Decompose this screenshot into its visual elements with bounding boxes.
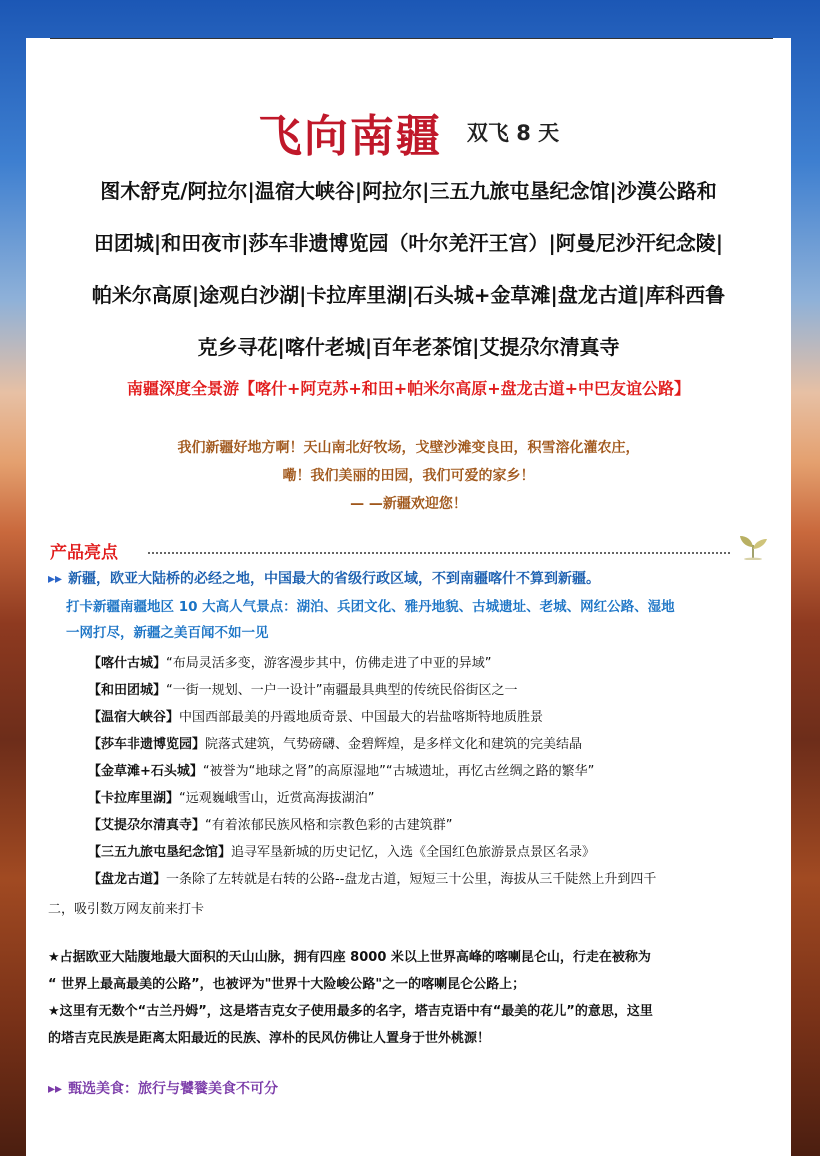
checkin-line: 打卡新疆南疆地区 10 大高人气景点：湖泊、兵团文化、雅丹地貌、古城遗址、老城、网红公路、湿地 — [66, 599, 675, 615]
food-text: 甄选美食：旅行与饕餮美食不可分 — [68, 1081, 279, 1097]
spot-name: 【莎车非遗博览园】 — [88, 737, 206, 752]
highlight-bullet — [48, 568, 600, 588]
dotted-divider — [148, 552, 730, 554]
welcome-poem — [26, 434, 791, 518]
checkin-line: 一网打尽，新疆之美百闻不如一见 — [66, 625, 269, 641]
spot-name: 【金草滩+石头城】 — [88, 764, 203, 779]
spot-desc: 院落式建筑，气势磅礴、金碧辉煌，是多样文化和建筑的完美结晶 — [205, 737, 583, 752]
list-item — [88, 704, 788, 731]
spot-desc: 中国西部最美的丹霞地质奇景、中国最大的岩盐喀斯特地质胜景 — [179, 710, 544, 725]
spot-name: 【温宿大峡谷】 — [88, 710, 180, 725]
title-row — [26, 100, 791, 164]
section-title: 产品亮点 — [50, 543, 118, 563]
header-rule — [50, 38, 773, 39]
poem-line: 我们新疆好地方啊！天山南北好牧场，戈壁沙滩变良田，积雪溶化灌农庄， — [177, 440, 640, 456]
route-line: 帕米尔高原|途观白沙湖|卡拉库里湖|石头城+金草滩|盘龙古道|库科西鲁 — [91, 283, 726, 307]
spot-name: 【艾提尕尔清真寺】 — [88, 818, 206, 833]
list-item — [88, 677, 788, 704]
spot-name: 【卡拉库里湖】 — [88, 791, 180, 806]
spot-desc: “有着浓郁民族风格和宗教色彩的古建筑群” — [205, 818, 453, 833]
spot-name: 【盘龙古道】 — [88, 872, 167, 887]
spot-desc: “一街一规划、一户一设计”南疆最具典型的传统民俗街区之一 — [166, 683, 518, 698]
double-arrow-icon: ▸▸ — [48, 1081, 63, 1097]
list-item — [88, 758, 788, 785]
document-page — [26, 38, 791, 1156]
route-line: 图木舒克/阿拉尔|温宿大峡谷|阿拉尔|三五九旅屯垦纪念馆|沙漠公路和 — [100, 179, 717, 203]
spot-name: 【喀什古城】 — [88, 656, 167, 671]
spot-desc: “被誉为“地球之肾”的高原湿地”“古城遗址，再忆古丝绸之路的繁华” — [202, 764, 595, 779]
page-title: 飞向南疆 — [257, 111, 442, 162]
list-item — [88, 812, 788, 839]
bullet-text: 新疆，欧亚大陆桥的必经之地，中国最大的省级行政区域，不到南疆喀什不算到新疆。 — [68, 571, 601, 587]
list-item — [88, 731, 788, 758]
tour-tagline: 南疆深度全景游【喀什+阿克苏+和田+帕米尔高原+盘龙古道+中巴友谊公路】 — [126, 379, 691, 398]
route-line: 田团城|和田夜市|莎车非遗博览园（叶尔羌汗王宫）|阿曼尼沙汗纪念陵| — [93, 231, 724, 255]
note-line: 的塔吉克民族是距离太阳最近的民族、淳朴的民风仿佛让人置身于世外桃源！ — [48, 1031, 491, 1046]
spot-desc-continued: 二，吸引数万网友前来打卡 — [48, 902, 205, 917]
highlights-header — [50, 538, 770, 564]
list-item — [88, 785, 788, 812]
note-line: ★这里有无数个“古兰丹姆”，这是塔吉克女子使用最多的名字，塔吉克语中有“最美的花儿”的意思，这里 — [48, 1004, 653, 1019]
list-item — [88, 866, 788, 893]
checkin-summary — [66, 594, 766, 646]
note-line: “ 世界上最高最美的公路”，也被评为"世界十大险峻公路"之一的喀喇昆仑公路上； — [48, 977, 526, 992]
list-item — [88, 839, 788, 866]
food-heading — [48, 1078, 278, 1098]
spot-desc: “远观巍峨雪山，近赏高海拔湖泊” — [179, 791, 375, 806]
poem-line: 嘞！我们美丽的田园，我们可爱的家乡！ — [282, 468, 535, 484]
spot-desc: 追寻军垦新城的历史记忆，入选《全国红色旅游景点景区名录》 — [231, 845, 596, 860]
note-line: ★占据欧亚大陆腹地最大面积的天山山脉，拥有四座 8000 米以上世界高峰的喀喇昆仑山，行走在被称为 — [48, 950, 651, 965]
route-list — [26, 174, 791, 382]
feature-notes — [48, 944, 776, 1052]
route-line: 克乡寻花|喀什老城|百年老茶馆|艾提尕尔清真寺 — [197, 335, 620, 359]
spot-list — [88, 650, 788, 893]
poem-line: — —新疆欢迎您！ — [350, 496, 467, 512]
spot-desc: “布局灵活多变，游客漫步其中，仿佛走进了中亚的异域” — [166, 656, 492, 671]
double-arrow-icon: ▸▸ — [48, 571, 63, 587]
spot-name: 【三五九旅屯垦纪念馆】 — [88, 845, 232, 860]
spot-desc: 一条除了左转就是右转的公路--盘龙古道，短短三十公里，海拔从三千陡然上升到四千 — [166, 872, 657, 887]
page-subtitle: 双飞 8 天 — [466, 121, 560, 145]
sprout-icon — [736, 532, 770, 560]
spot-name: 【和田团城】 — [88, 683, 167, 698]
list-item — [88, 650, 788, 677]
